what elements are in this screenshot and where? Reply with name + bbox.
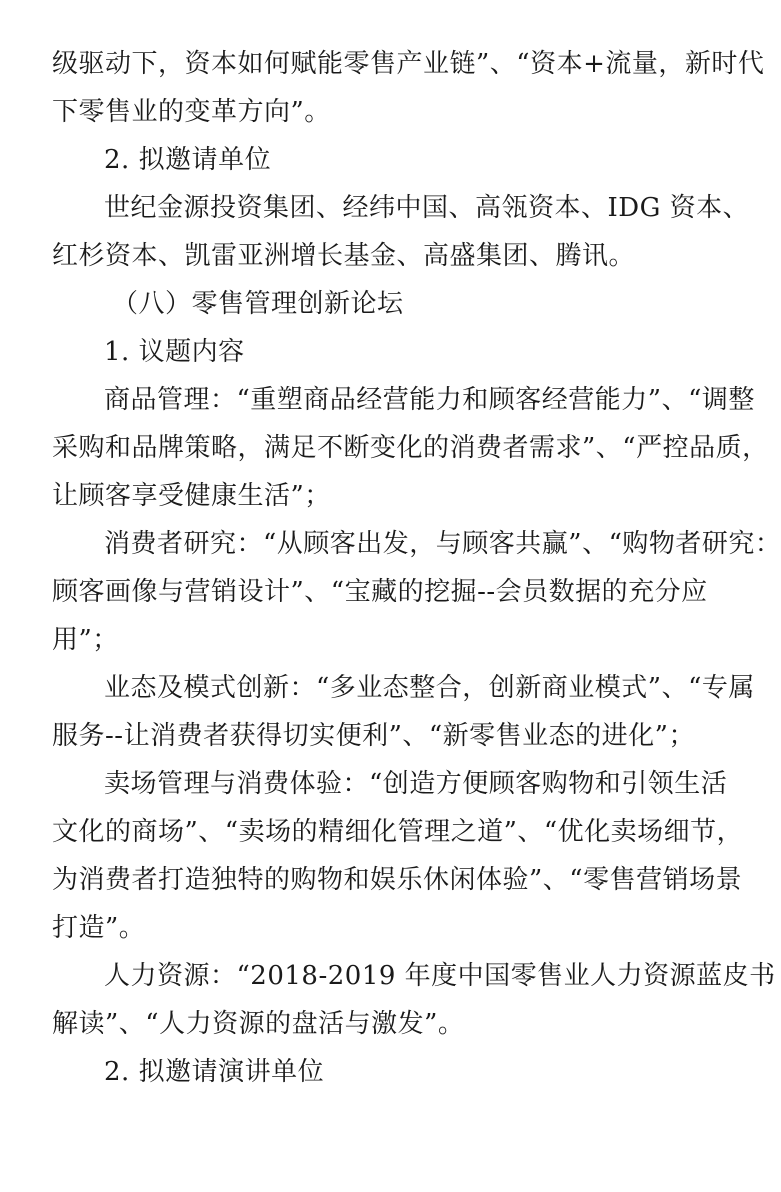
section-heading-invited-speakers: 2. 拟邀请演讲单位 (104, 1057, 325, 1087)
paragraph-line-human-resources: 人力资源：“2018-2019 年度中国零售业人力资源蓝皮书 (104, 961, 776, 991)
paragraph-line-format-innovation: 业态及模式创新：“多业态整合，创新商业模式”、“专属 (104, 673, 755, 703)
paragraph-line-consumer-research: 用”； (52, 625, 119, 655)
paragraph-line-format-innovation: 服务--让消费者获得切实便利”、“新零售业态的进化”； (52, 721, 695, 751)
paragraph-line-continuation: 下零售业的变革方向”。 (52, 97, 331, 127)
paragraph-line-invited-units: 世纪金源投资集团、经纬中国、高瓴资本、IDG 资本、 (104, 193, 750, 223)
paragraph-line-consumer-research: 顾客画像与营销设计”、“宝藏的挖掘--会员数据的充分应 (52, 577, 708, 607)
section-heading-forum: （八）零售管理创新论坛 (112, 289, 404, 319)
paragraph-line-continuation: 级驱动下，资本如何赋能零售产业链”、“资本+流量，新时代 (52, 49, 765, 79)
paragraph-line-store-management: 打造”。 (52, 913, 146, 943)
paragraph-line-product-management: 让顾客享受健康生活”； (52, 481, 331, 511)
paragraph-line-invited-units: 红杉资本、凯雷亚洲增长基金、高盛集团、腾讯。 (52, 241, 636, 271)
paragraph-line-consumer-research: 消费者研究：“从顾客出发，与顾客共赢”、“购物者研究： (104, 529, 781, 559)
paragraph-line-product-management: 商品管理：“重塑商品经营能力和顾客经营能力”、“调整 (104, 385, 755, 415)
section-heading-invited-units: 2. 拟邀请单位 (104, 145, 272, 175)
paragraph-line-store-management: 文化的商场”、“卖场的精细化管理之道”、“优化卖场细节， (52, 817, 744, 847)
paragraph-line-store-management: 卖场管理与消费体验：“创造方便顾客购物和引领生活 (104, 769, 728, 799)
paragraph-line-product-management: 采购和品牌策略，满足不断变化的消费者需求”、“严控品质， (52, 433, 769, 463)
paragraph-line-human-resources: 解读”、“人力资源的盘活与激发”。 (52, 1009, 465, 1039)
section-heading-topics: 1. 议题内容 (104, 337, 245, 367)
paragraph-line-store-management: 为消费者打造独特的购物和娱乐休闲体验”、“零售营销场景 (52, 865, 743, 895)
